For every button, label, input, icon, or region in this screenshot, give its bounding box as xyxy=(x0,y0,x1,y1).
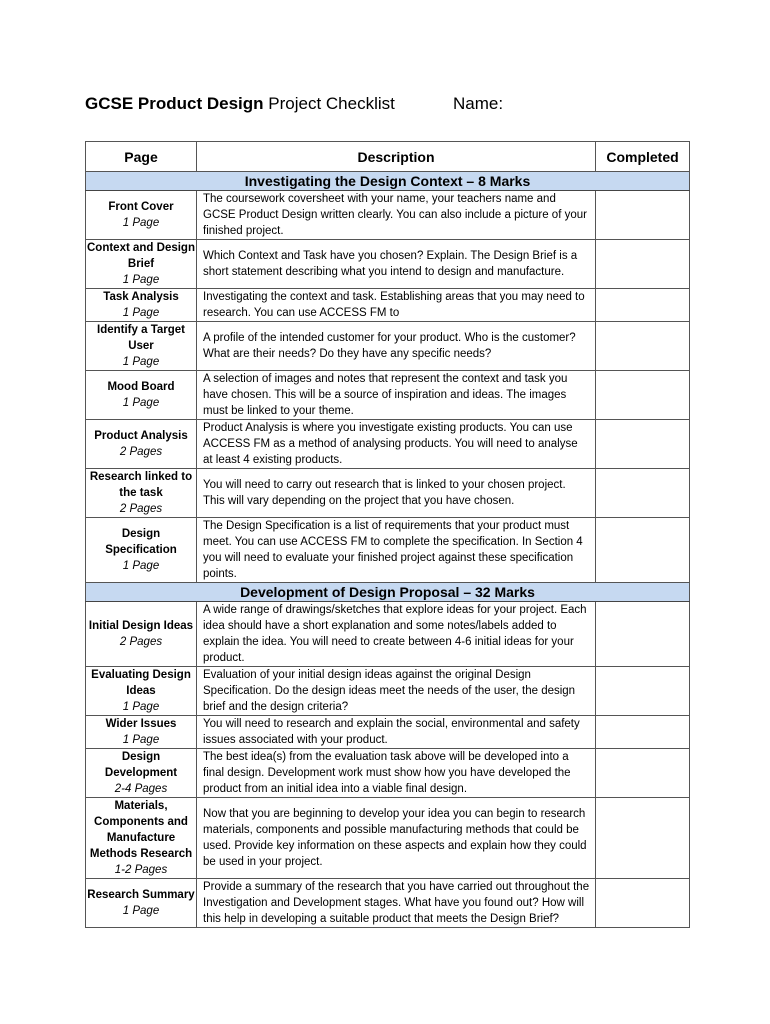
completed-cell[interactable] xyxy=(596,191,690,240)
page-count: 1 Page xyxy=(122,217,160,229)
page-cell xyxy=(86,798,197,879)
description-cell: A profile of the intended customer for your product. Who is the customer? What are their needs? Do they have any specific needs? xyxy=(197,322,596,371)
completed-cell[interactable] xyxy=(596,667,690,716)
table-row xyxy=(86,798,690,879)
page-cell xyxy=(86,602,197,667)
page-cell xyxy=(86,191,197,240)
section-heading-row xyxy=(86,172,690,191)
description-cell: Now that you are beginning to develop your idea you can begin to research materials, components and possible manufacturing methods that could be used. Provide key information on these aspects and explain how they could be used in your project. xyxy=(197,798,596,879)
page-count: 1 Page xyxy=(122,701,160,713)
title-bold: GCSE Product Design xyxy=(85,94,264,113)
page-cell xyxy=(86,420,197,469)
table-row xyxy=(86,469,690,518)
table-row xyxy=(86,322,690,371)
page-count: 2 Pages xyxy=(119,503,163,515)
page-count: 1 Page xyxy=(122,734,160,746)
section-heading: Investigating the Design Context – 8 Marks xyxy=(86,172,690,191)
table-row xyxy=(86,602,690,667)
page-name: Materials, Components and Manufacture Methods Research xyxy=(89,800,193,860)
checklist-table xyxy=(85,141,690,928)
page-name: Product Analysis xyxy=(94,430,188,442)
page-cell xyxy=(86,667,197,716)
description-cell: Evaluation of your initial design ideas against the original Design Specification. Do the design ideas meet the needs of the user, the design brief and the design criteria? xyxy=(197,667,596,716)
description-cell: Which Context and Task have you chosen? Explain. The Design Brief is a short statement describing what you intend to design and manufacture. xyxy=(197,240,596,289)
completed-cell[interactable] xyxy=(596,420,690,469)
completed-cell[interactable] xyxy=(596,879,690,928)
document-title xyxy=(85,94,685,118)
page-count: 1 Page xyxy=(122,356,160,368)
page-cell xyxy=(86,240,197,289)
completed-cell[interactable] xyxy=(596,716,690,749)
page-name: Initial Design Ideas xyxy=(88,620,194,632)
page-count: 2 Pages xyxy=(119,446,163,458)
header-completed: Completed xyxy=(596,142,690,172)
page-cell xyxy=(86,322,197,371)
completed-cell[interactable] xyxy=(596,469,690,518)
completed-cell[interactable] xyxy=(596,602,690,667)
page-name: Wider Issues xyxy=(105,718,177,730)
section-heading: Development of Design Proposal – 32 Marks xyxy=(86,583,690,602)
page-count: 1 Page xyxy=(122,274,160,286)
page-cell xyxy=(86,289,197,322)
page-count: 1 Page xyxy=(122,905,160,917)
description-cell: The coursework coversheet with your name, your teachers name and GCSE Product Design written clearly. You can also include a picture of your finished project. xyxy=(197,191,596,240)
description-cell: Product Analysis is where you investigate existing products. You can use ACCESS FM as a method of analysing products. You will need to analyse at least 4 existing products. xyxy=(197,420,596,469)
description-cell: A selection of images and notes that represent the context and task you have chosen. This will be a source of inspiration and ideas. The images must be linked to your theme. xyxy=(197,371,596,420)
description-cell: You will need to research and explain the social, environmental and safety issues associated with your product. xyxy=(197,716,596,749)
name-label: Name: xyxy=(453,94,504,113)
page-count: 2 Pages xyxy=(119,636,163,648)
page-cell xyxy=(86,518,197,583)
page-name: Identify a Target User xyxy=(97,324,185,352)
table-row xyxy=(86,240,690,289)
completed-cell[interactable] xyxy=(596,798,690,879)
page-cell xyxy=(86,749,197,798)
table-row xyxy=(86,371,690,420)
page-name: Evaluating Design Ideas xyxy=(91,669,191,697)
table-row xyxy=(86,191,690,240)
table-row xyxy=(86,667,690,716)
description-cell: Investigating the context and task. Establishing areas that you may need to research. You can use ACCESS FM to xyxy=(197,289,596,322)
completed-cell[interactable] xyxy=(596,749,690,798)
page-name: Research linked to the task xyxy=(89,471,193,499)
section-heading-row xyxy=(86,583,690,602)
page-name: Context and Design Brief xyxy=(87,242,195,270)
page-cell xyxy=(86,469,197,518)
table-row xyxy=(86,420,690,469)
page-name: Mood Board xyxy=(107,381,175,393)
table-row xyxy=(86,289,690,322)
page-cell xyxy=(86,371,197,420)
completed-cell[interactable] xyxy=(596,371,690,420)
page-cell xyxy=(86,716,197,749)
page-name: Research Summary xyxy=(87,889,195,901)
header-page: Page xyxy=(86,142,197,172)
description-cell: The best idea(s) from the evaluation task above will be developed into a final design. Development work must show how you have developed the product from an initial idea into a viable final design. xyxy=(197,749,596,798)
completed-cell[interactable] xyxy=(596,240,690,289)
page-count: 1 Page xyxy=(122,560,160,572)
page-count: 1 Page xyxy=(122,397,160,409)
header-description: Description xyxy=(197,142,596,172)
table-row xyxy=(86,716,690,749)
completed-cell[interactable] xyxy=(596,518,690,583)
completed-cell[interactable] xyxy=(596,289,690,322)
page-count: 1-2 Pages xyxy=(114,864,168,876)
page-name: Front Cover xyxy=(108,201,174,213)
description-cell: You will need to carry out research that is linked to your chosen project. This will vary depending on the project that you have chosen. xyxy=(197,469,596,518)
page-name: Design Specification xyxy=(105,528,177,556)
page-cell xyxy=(86,879,197,928)
header-row xyxy=(86,142,690,172)
completed-cell[interactable] xyxy=(596,322,690,371)
page-name: Design Development xyxy=(104,751,178,779)
table-row xyxy=(86,749,690,798)
page-count: 2-4 Pages xyxy=(114,783,168,795)
checklist-body xyxy=(86,172,690,928)
page-name: Task Analysis xyxy=(103,291,179,303)
page-count: 1 Page xyxy=(122,307,160,319)
table-row xyxy=(86,879,690,928)
description-cell: Provide a summary of the research that you have carried out throughout the Investigation and Development stages. What have you found out? How will this help in developing a suitable product that meets the Design Brief? xyxy=(197,879,596,928)
table-row xyxy=(86,518,690,583)
description-cell: A wide range of drawings/sketches that explore ideas for your project. Each idea should have a short explanation and some notes/labels added to explain the idea. You will need to create between 4-6 initial ideas for your product. xyxy=(197,602,596,667)
title-rest: Project Checklist xyxy=(263,94,395,113)
description-cell: The Design Specification is a list of requirements that your product must meet. You can use ACCESS FM to complete the specification. In Section 4 you will need to evaluate your finished project against these specification points. xyxy=(197,518,596,583)
